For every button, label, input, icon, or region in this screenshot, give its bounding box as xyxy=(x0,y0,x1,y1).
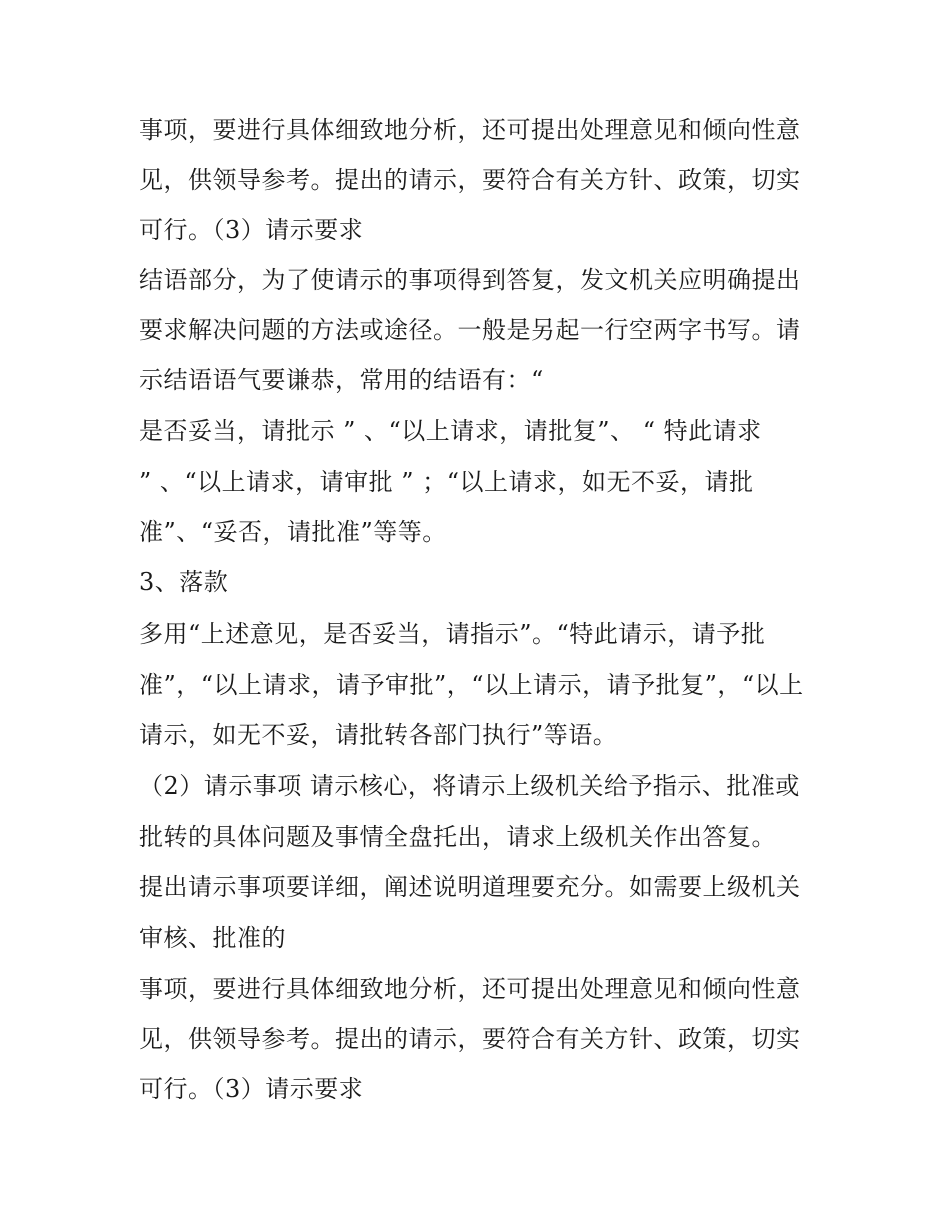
text-line: （2）请示事项 请示核心，将请示上级机关给予指示、批准或 xyxy=(139,772,800,800)
text-line: 是否妥当，请批示 ” 、“以上请求，请批复”、 “ 特此请求 xyxy=(139,417,762,445)
text-line: 见，供领导参考。提出的请示，要符合有关方针、政策，切实 xyxy=(139,166,801,194)
text-line: 事项，要进行具体细致地分析，还可提出处理意见和倾向性意 xyxy=(139,975,801,1003)
text-line: 多用“上述意见，是否妥当，请指示”。“特此请示，请予批 xyxy=(139,620,766,648)
text-line: 结语部分，为了使请示的事项得到答复，发文机关应明确提出 xyxy=(139,266,801,294)
text-line: 要求解决问题的方法或途径。一般是另起一行空两字书写。请 xyxy=(139,316,801,344)
text-line: 事项，要进行具体细致地分析，还可提出处理意见和倾向性意 xyxy=(139,116,801,144)
text-line: 提出请示事项要详细，阐述说明道理要充分。如需要上级机关 xyxy=(139,873,801,901)
text-line: 审核、批准的 xyxy=(139,924,286,952)
text-line: 准”，“以上请求，请予审批”，“以上请示，请予批复”，“以上 xyxy=(139,671,804,699)
text-line: ” 、“以上请求，请审批 ” ；“以上请求，如无不妥，请批 xyxy=(139,468,754,496)
text-line: 见，供领导参考。提出的请示，要符合有关方针、政策，切实 xyxy=(139,1025,801,1053)
text-line: 示结语语气要谦恭，常用的结语有：“ xyxy=(139,366,544,394)
section-heading: 3、落款 xyxy=(139,568,229,596)
text-line: 请示，如无不妥，请批转各部门执行”等语。 xyxy=(139,721,618,749)
text-line: 可行。（3）请示要求 xyxy=(139,1075,364,1103)
text-line: 可行。（3）请示要求 xyxy=(139,216,364,244)
text-line: 批转的具体问题及事情全盘托出，请求上级机关作出答复。 xyxy=(139,823,776,851)
text-line: 准”、“妥否，请批准”等等。 xyxy=(139,518,447,546)
